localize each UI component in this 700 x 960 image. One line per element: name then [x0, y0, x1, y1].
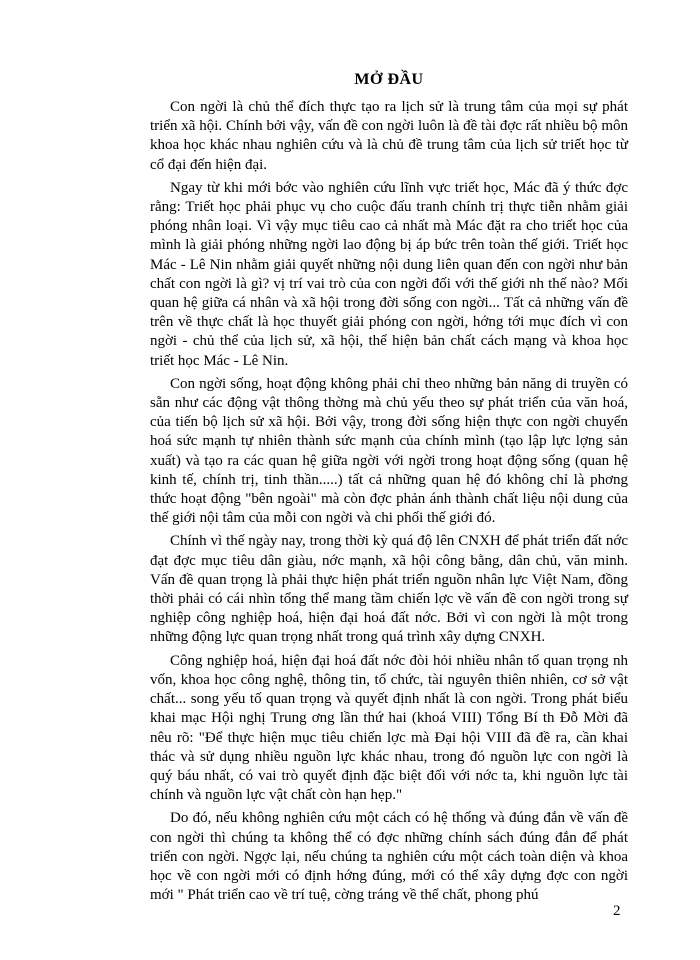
- paragraph-1: Con ngời là chủ thể đích thực tạo ra lịch sử là trung tâm của mọi sự phát triển xã hội. Chính bởi vậy, vấn đề con ngời luôn là đề tài đợc rất nhiều bộ môn khoa học khác nhau nghiên cứu và là chủ đề trung tâm của lịch sử triết học từ cổ đại đến hiện đại.: [150, 99, 628, 173]
- page-number: 2: [613, 903, 621, 919]
- document-page: [150, 70, 628, 909]
- paragraph-3: Con ngời sống, hoạt động không phải chỉ theo những bản năng di truyền có sẵn như các động vật thông thờng mà chủ yếu theo sự phát triển của văn hoá, của tiến bộ lịch sử xã hội. Bởi vậy, trong đời sống hiện thực con ngời chuyển hoá sức mạnh tự nhiên thành sức mạnh của chính mình (tạo lập lực lợng sản xuất) và tạo ra các quan hệ giữa ngời với ngời trong hoạt động sống (quan hệ kinh tế, chính trị, tinh thần.....) tất cả những quan hệ đó không chỉ là phơng thức hoạt động "bên ngoài" mà còn đợc phản ánh thành chất liệu nội dung của thế giới nội tâm của mỗi con ngời và chi phối thế giới đó.: [150, 375, 628, 527]
- paragraph-4: Chính vì thế ngày nay, trong thời kỳ quá độ lên CNXH để phát triển đất nớc đạt đợc mục tiêu dân giàu, nớc mạnh, xã hội công bằng, dân chủ, văn minh. Vấn đề quan trọng là phải thực hiện phát triển nguồn nhân lực Việt Nam, đồng thời phải có cái nhìn tổng thể mang tầm chiến lợc về vấn đề con ngời trong sự nghiệp công nghiệp hoá, hiện đại hoá đất nớc. Bởi vì con ngời là một trong những động lực quan trọng nhất trong quá trình xây dựng CNXH.: [150, 533, 628, 646]
- paragraph-6: Do đó, nếu không nghiên cứu một cách có hệ thống và đúng đắn về vấn đề con ngời thì chúng ta không thể có đợc những chính sách đúng đắn để phát triển con ngời. Ngợc lại, nếu chúng ta nghiên cứu một cách toàn diện và khoa học về con ngời mới có định hớng đúng, mới có thể xây dựng đợc con ngời mới " Phát triển cao về trí tuệ, cờng tráng về thể chất, phong phú: [150, 810, 628, 904]
- document-title: MỞ ĐẦU: [354, 71, 424, 88]
- paragraph-5: Công nghiệp hoá, hiện đại hoá đất nớc đòi hỏi nhiều nhân tố quan trọng nh vốn, khoa học công nghệ, thông tin, tổ chức, tài nguyên thiên nhiên, cơ sở vật chất... song yếu tố quan trọng và quyết định nhất là con ngời. Trong phát biểu khai mạc Hội nghị Trung ơng lần thứ hai (khoá VIII) Tổng Bí th Đỗ Mời đã nêu rõ: "Để thực hiện mục tiêu chiến lợc mà Đại hội VIII đã đề ra, cần khai thác và sử dụng nhiều nguồn lực khác nhau, trong đó nguồn lực con ngời là quý báu nhất, có vai trò quyết định đặc biệt đối với nớc ta, khi nguồn lực tài chính và nguồn lực vật chất còn hạn hẹp.": [150, 652, 628, 804]
- paragraph-2: Ngay từ khi mới bớc vào nghiên cứu lĩnh vực triết học, Mác đã ý thức đợc rằng: Triết học phải phục vụ cho cuộc đấu tranh chính trị thực tiễn nhằm giải phóng nhân loại. Vì vậy mục tiêu cao cả nhất mà Mác đặt ra cho triết học của mình là giải phóng những ngời lao động bị áp bức trên toàn thế giới. Triết học Mác - Lê Nin nhằm giải quyết những nội dung liên quan đến con ngời như bản chất con ngời là gì? vị trí vai trò của con ngời đối với thế giới nh thế nào? Mối quan hệ giữa cá nhân và xã hội trong đời sống con ngời... Tất cả những vấn đề trên về thực chất là học thuyết giải phóng con ngời, hớng tới mục đích vì con ngời - chủ thể của lịch sử, xã hội, thể hiện bản chất cách mạng và khoa học triết học Mác - Lê Nin.: [150, 179, 628, 369]
